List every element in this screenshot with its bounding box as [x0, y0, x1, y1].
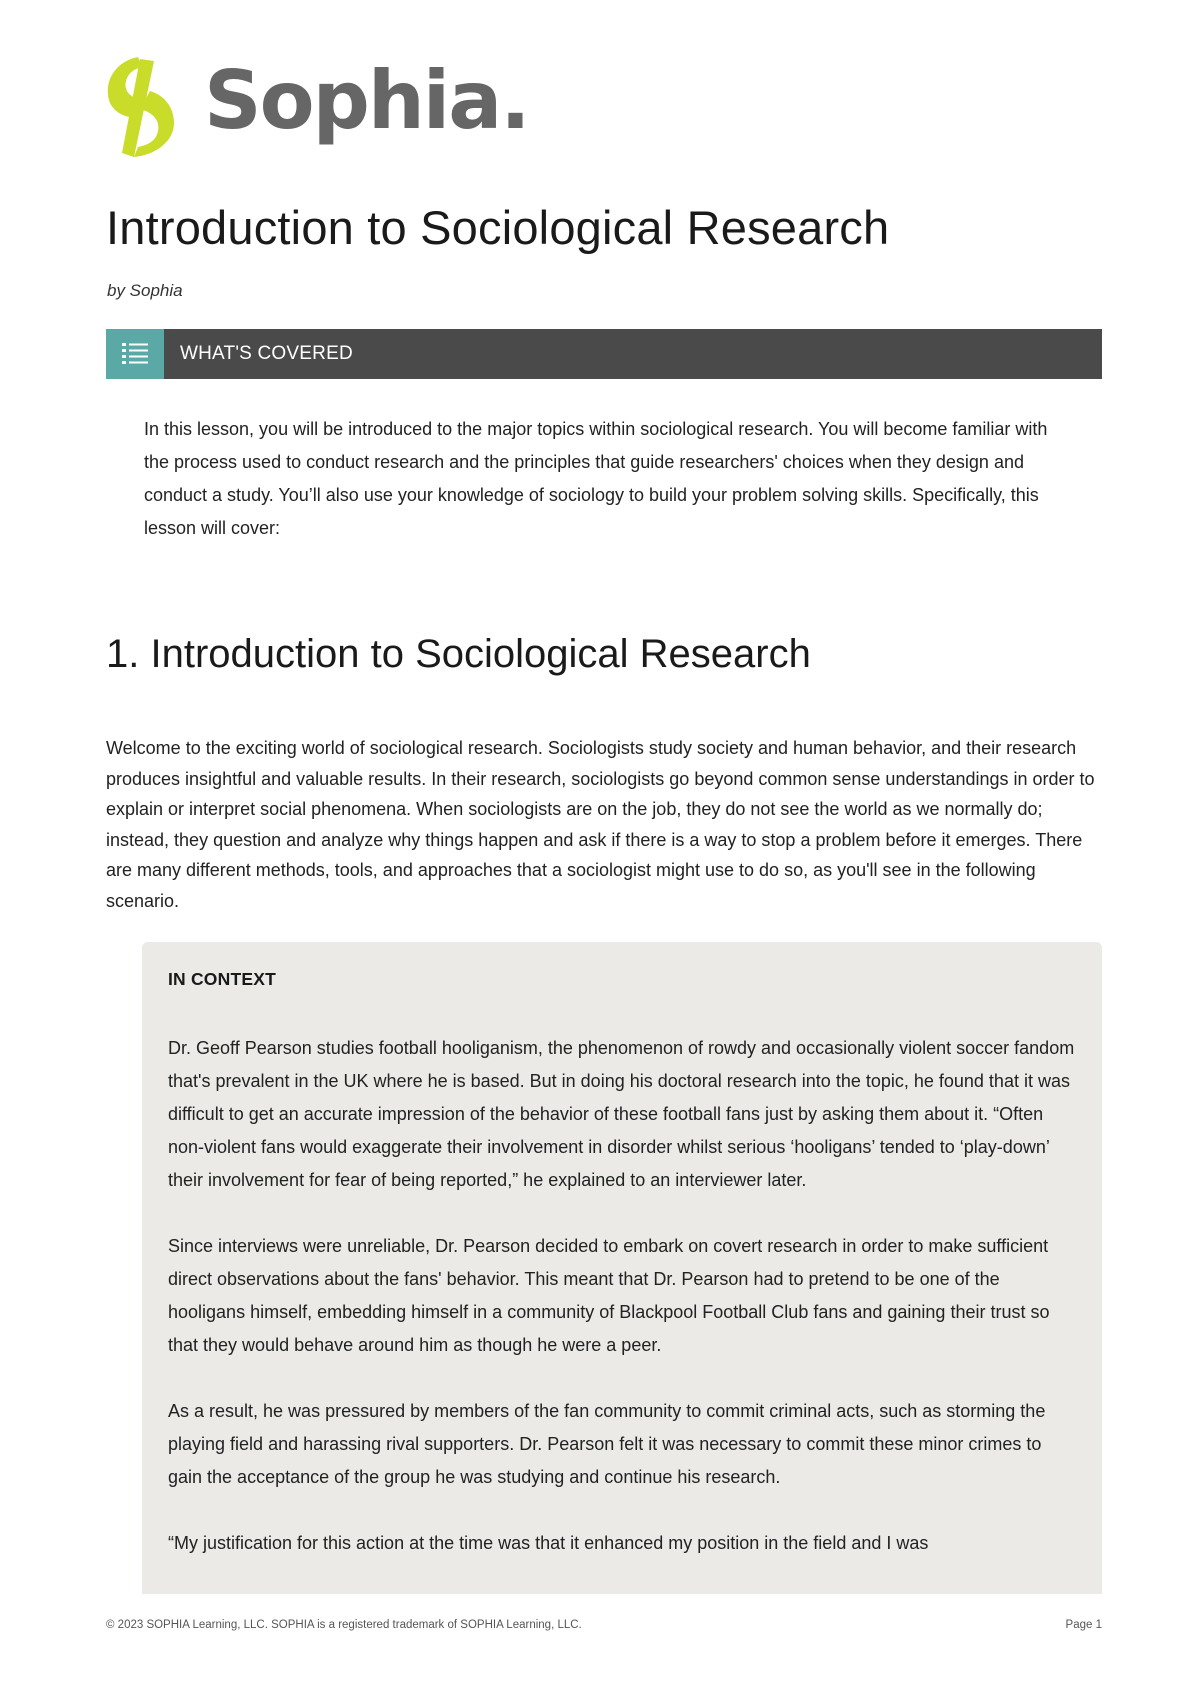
sophia-wordmark: Sophia.: [204, 54, 529, 147]
sophia-logo-mark-icon: [104, 55, 178, 159]
list-icon: [106, 329, 164, 379]
footer-copyright: © 2023 SOPHIA Learning, LLC. SOPHIA is a registered trademark of SOPHIA Learning, LLC.: [106, 1619, 582, 1631]
in-context-body: [168, 1032, 1078, 1593]
in-context-paragraph: “My justification for this action at the time was that it enhanced my position in the field and I was: [168, 1533, 929, 1553]
in-context-box: [142, 942, 1102, 1594]
section-heading: 1. Introduction to Sociological Research: [106, 632, 811, 676]
whats-covered-banner: [106, 329, 1102, 379]
in-context-label: IN CONTEXT: [168, 969, 276, 989]
in-context-paragraph: As a result, he was pressured by members of the fan community to commit criminal acts, such as storming the playing field and harassing rival supporters. Dr. Pearson felt it was necessary to commit these minor crimes to gain the acceptance of the group he was studying and continue his research.: [168, 1401, 1046, 1487]
whats-covered-label: WHAT'S COVERED: [180, 343, 353, 364]
footer-page-number: Page 1: [1065, 1619, 1102, 1631]
whats-covered-text: In this lesson, you will be introduced to the major topics within sociological research. You will become familiar with the process used to conduct research and the principles that guide researchers' choices when they design and conduct a study. You’ll also use your knowledge of sociology to build your problem solving skills. Specifically, this lesson will cover:: [144, 419, 1048, 538]
sophia-logo: [104, 55, 529, 159]
in-context-paragraph: Dr. Geoff Pearson studies football hooliganism, the phenomenon of rowdy and occasionally violent soccer fandom that's prevalent in the UK where he is based. But in doing his doctoral research into the topic, he found that it was difficult to get an accurate impression of the behavior of these football fans just by asking them about it. “Often non-violent fans would exaggerate their involvement in disorder whilst serious ‘hooligans’ tended to ‘play-down’ their involvement for fear of being reported,” he explained to an interviewer later.: [168, 1038, 1075, 1190]
byline: by Sophia: [107, 281, 183, 300]
in-context-paragraph: Since interviews were unreliable, Dr. Pearson decided to embark on covert research in order to make sufficient direct observations about the fans' behavior. This meant that Dr. Pearson had to pretend to be one of the hooligans himself, embedding himself in a community of Blackpool Football Club fans and gaining their trust so that they would behave around him as though he were a peer.: [168, 1236, 1050, 1355]
section-paragraph: Welcome to the exciting world of sociological research. Sociologists study society and human behavior, and their research produces insightful and valuable results. In their research, sociologists go beyond common sense understandings in order to explain or interpret social phenomena. When sociologists are on the job, they do not see the world as we normally do; instead, they question and analyze why things happen and ask if there is a way to stop a problem before it emerges. There are many different methods, tools, and approaches that a sociologist might use to do so, as you'll see in the following scenario.: [106, 738, 1095, 911]
document-title: Introduction to Sociological Research: [106, 201, 890, 254]
